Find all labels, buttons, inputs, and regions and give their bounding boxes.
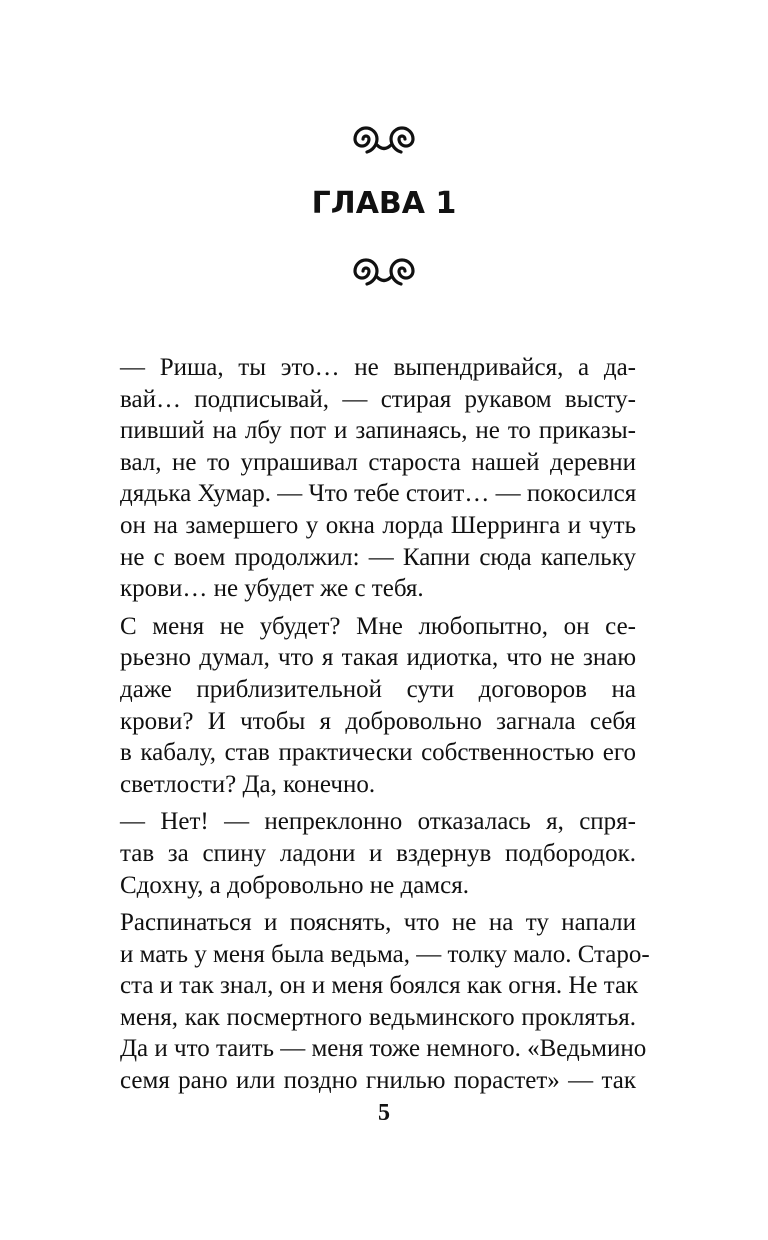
text-line: Распинаться и пояснять, что не на ту напали (120, 909, 636, 937)
text-line: дядька Хумар. — Что тебе стоит… — покосился (120, 480, 637, 508)
text-line: семя рано или поздно гнилью порастет» — так (120, 1067, 636, 1095)
paragraph-2 (120, 611, 636, 801)
paragraph-4 (120, 907, 650, 1097)
text-line: даже приблизительной сути договоров на (120, 675, 636, 703)
text-line: Сдохну, а добровольно не дамся. (120, 871, 469, 899)
double-spiral-icon (348, 254, 420, 288)
text-line: тав за спину ладони и вздернув подбородок. (120, 839, 636, 867)
chapter-body-text (120, 352, 650, 1103)
text-line: С меня не убудет? Мне любопытно, он се- (120, 612, 636, 640)
text-line: меня, как посмертного ведьминского проклятья. (120, 1003, 636, 1031)
text-line: светлости? Да, конечно. (120, 770, 376, 798)
paragraph-3 (120, 806, 636, 901)
text-line: рьезно думал, что я такая идиотка, что не знаю (120, 644, 636, 672)
chapter-ornament-bottom (0, 254, 768, 288)
text-line: вай… подписывай, — стирая рукавом высту- (120, 385, 636, 413)
text-line: крови… не убудет же с тебя. (120, 575, 424, 603)
text-line: он на замершего у окна лорда Шерринга и чуть (120, 511, 636, 539)
chapter-ornament-top (0, 122, 768, 156)
text-line: — Риша, ты это… не выпендривайся, а да- (120, 354, 636, 381)
paragraph-1 (120, 352, 636, 605)
page-number: 5 (378, 1100, 390, 1126)
text-line: и мать у меня была ведьма, — толку мало. Старо- (120, 940, 650, 968)
text-line: ста и так знал, он и меня боялся как огня. Не так (120, 972, 639, 1000)
text-line: не с воем продолжил: — Капни сюда капельку (120, 543, 636, 571)
double-spiral-icon (348, 122, 420, 156)
chapter-title: ГЛАВА 1 (311, 186, 457, 221)
text-line: крови? И чтобы я добровольно загнала себя (120, 707, 636, 735)
text-line: вал, не то упрашивал староста нашей деревни (120, 448, 636, 476)
text-line: пивший на лбу пот и запинаясь, не то приказы- (120, 417, 636, 445)
text-line: в кабалу, став практически собственностью его (120, 739, 636, 767)
text-line: Да и что таить — меня тоже немного. «Ведьмино (120, 1035, 647, 1063)
text-line: — Нет! — непреклонно отказалась я, спря- (120, 808, 636, 836)
